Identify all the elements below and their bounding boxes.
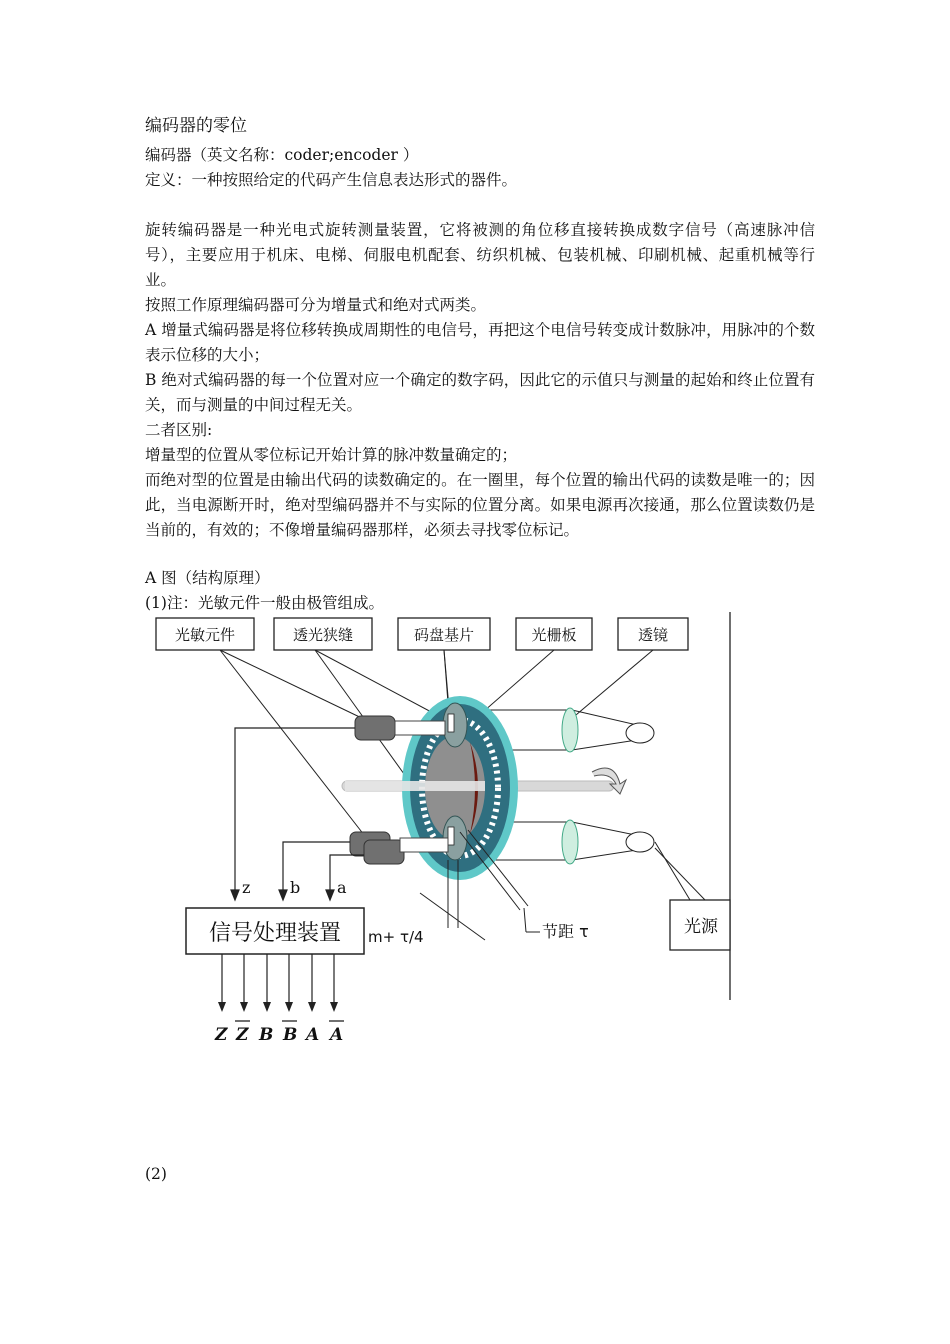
label-box-photosensor <box>156 618 254 650</box>
upper-lens <box>562 708 578 752</box>
upper-lamp <box>626 723 654 743</box>
note-1: (1)注：光敏元件一般由极管组成。 <box>145 594 384 612</box>
figure-a-caption: A 图（结构原理） <box>145 569 270 587</box>
output-a: A <box>306 1025 320 1045</box>
output-a-bar: A <box>330 1025 344 1045</box>
output-b-bar: B <box>283 1025 298 1045</box>
output-z-bar: Z <box>236 1025 249 1045</box>
label-box-slit <box>274 618 372 650</box>
lower-photosensor-2 <box>364 840 404 864</box>
light-source-label: 光源 <box>684 917 718 937</box>
offset-label: m+ τ/4 <box>368 928 424 946</box>
classification-line: 按照工作原理编码器可分为增量式和绝对式两类。 <box>145 296 487 314</box>
output-signal-labels <box>214 1021 344 1045</box>
upper-slit-window <box>443 703 467 747</box>
absolute-paragraph: B 绝对式编码器的每一个位置对应一个确定的数字码，因此它的示值只与测量的起始和终止位置有关，而与测量的中间过程无关。 <box>145 371 815 414</box>
absolute-position-paragraph: 而绝对型的位置是由输出代码的读数确定的。在一圈里，每个位置的输出代码的读数是唯一的；因此，当电源断开时，绝对型编码器并不与实际的位置分离。如果电源再次接通，那么位置读数仍是当前的，有效的；不像增量编码器那样，必须去寻找零位标记。 <box>145 471 815 539</box>
incremental-paragraph: A 增量式编码器是将位移转换成周期性的电信号，再把这个电信号转变成计数脉冲，用脉冲的个数表示位移的大小； <box>145 321 815 364</box>
output-z: Z <box>215 1025 228 1045</box>
photosensor-label: 光敏元件 <box>174 626 236 644</box>
label-box-code-disc <box>398 618 490 650</box>
label-box-lens <box>618 618 688 650</box>
output-arrowheads <box>218 1002 338 1012</box>
encoder-structure-diagram <box>150 610 740 1050</box>
english-name-line: 编码器（英文名称：coder;encoder ） <box>145 146 419 164</box>
incremental-position-line: 增量型的位置从零位标记开始计算的脉冲数量确定的； <box>145 446 518 464</box>
pitch-label: 节距 τ <box>542 922 589 941</box>
definition-line: 定义：一种按照给定的代码产生信息表达形式的器件。 <box>145 171 518 189</box>
signal-wires <box>231 728 364 900</box>
lower-lamp <box>626 832 654 852</box>
output-b: B <box>259 1025 274 1045</box>
upper-photosensor <box>355 716 395 740</box>
light-source-frame <box>655 612 730 1000</box>
code-disc-label: 码盘基片 <box>413 626 475 644</box>
input-z-label: z <box>242 878 251 897</box>
processor-label: 信号处理装置 <box>208 921 342 946</box>
note-2: (2) <box>145 1165 167 1183</box>
grating-label: 光栅板 <box>531 626 577 644</box>
label-box-grating <box>516 618 592 650</box>
signal-processor-box <box>186 908 364 954</box>
difference-heading: 二者区别: <box>145 421 213 439</box>
doc-title: 编码器的零位 <box>145 116 247 136</box>
rotary-encoder-paragraph: 旋转编码器是一种光电式旋转测量装置，它将被测的角位移直接转换成数字信号（高速脉冲信号），主要应用于机床、电梯、伺服电机配套、纺织机械、包装机械、印刷机械、起重机械等行业。 <box>145 221 815 289</box>
lower-lens <box>562 820 578 864</box>
output-arrows <box>222 954 334 1006</box>
input-a-label: a <box>337 878 347 897</box>
slit-label: 透光狭缝 <box>292 626 354 644</box>
lens-label: 透镜 <box>637 626 669 644</box>
input-b-label: b <box>290 878 301 897</box>
